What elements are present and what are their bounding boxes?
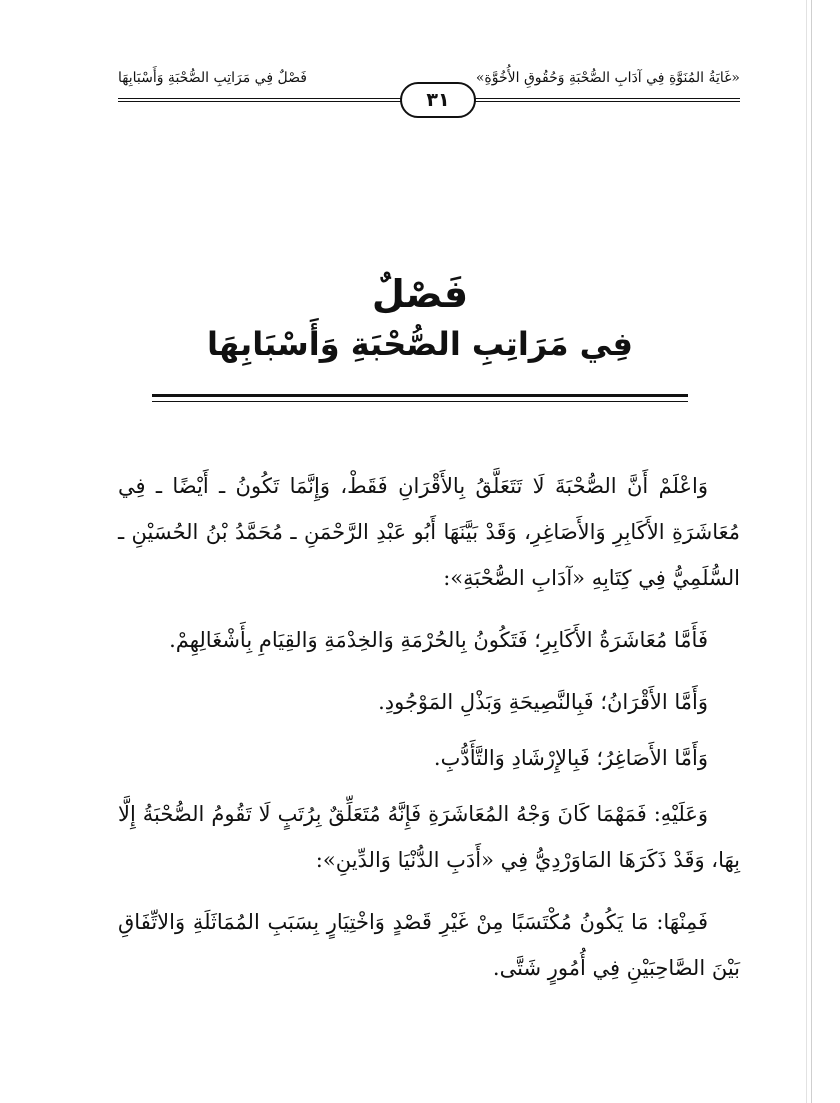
- running-title-chapter: فَصْلٌ فِي مَرَاتِبِ الصُّحْبَةِ وَأَسْبَابِهَا: [118, 70, 307, 86]
- page-edge-line-inner: [806, 0, 807, 1103]
- chapter-title: فَصْلٌ: [371, 272, 469, 316]
- paragraph-4: وَأَمَّا الأَصَاغِرُ؛ فَبِالإِرْشَادِ وَالتَّأَدُّبِ.: [433, 746, 708, 770]
- title-rule-thick: [152, 394, 688, 397]
- paragraph-2: فَأَمَّا مُعَاشَرَةُ الأَكَابِرِ؛ فَتَكُونُ بِالحُرْمَةِ وَالخِدْمَةِ وَالقِيَامِ بِأَشْغَالِهِمْ.: [169, 628, 708, 652]
- body-text: [118, 463, 740, 1007]
- running-title-book: «غَايَةُ المُنَوَّةِ فِي آدَابِ الصُّحْبَةِ وَحُقُوقِ الأُخُوَّةِ»: [475, 70, 740, 86]
- title-rule-thin: [152, 401, 688, 402]
- chapter-subtitle: فِي مَرَاتِبِ الصُّحْبَةِ وَأَسْبَابِهَا: [207, 325, 633, 363]
- paragraph-3: وَأَمَّا الأَقْرَانُ؛ فَبِالنَّصِيحَةِ وَبَذْلِ المَوْجُودِ.: [378, 690, 708, 714]
- paragraph-6: فَمِنْهَا: مَا يَكُونُ مُكْتَسَبًا مِنْ غَيْرِ قَصْدٍ وَاخْتِيَارٍ بِسَبَبِ المُمَاثَلَةِ وَالاتِّفَاقِ بَيْنَ الصَّاحِبَيْنِ فِي أُمُورٍ شَتَّى.: [118, 910, 740, 980]
- page-number: ٣١: [400, 82, 476, 118]
- page-edge-line: [811, 0, 812, 1103]
- running-header: [118, 58, 740, 138]
- paragraph-1: وَاعْلَمْ أَنَّ الصُّحْبَةَ لَا تَتَعَلَّقُ بِالأَقْرَانِ فَقَطْ، وَإِنَّمَا تَكُونُ ـ أَيْضًا ـ فِي مُعَاشَرَةِ الأَكَابِرِ وَالأَصَاغِرِ، وَقَدْ بَيَّنَهَا أَبُو عَبْدِ الرَّحْمَنِ ـ مُحَمَّدُ بْنُ الحُسَيْنِ ـ السُّلَمِيُّ فِي كِتَابِهِ «آدَابِ الصُّحْبَةِ»:: [118, 474, 740, 590]
- chapter-title-block: [150, 268, 690, 368]
- paragraph-5: وَعَلَيْهِ: فَمَهْمَا كَانَ وَجْهُ المُعَاشَرَةِ فَإِنَّهُ مُتَعَلِّقٌ بِرُتَبٍ لَا تَقُومُ الصُّحْبَةُ إِلَّا بِهَا، وَقَدْ ذَكَرَهَا المَاوَرْدِيُّ فِي «أَدَبِ الدُّنْيَا وَالدِّينِ»:: [118, 802, 740, 872]
